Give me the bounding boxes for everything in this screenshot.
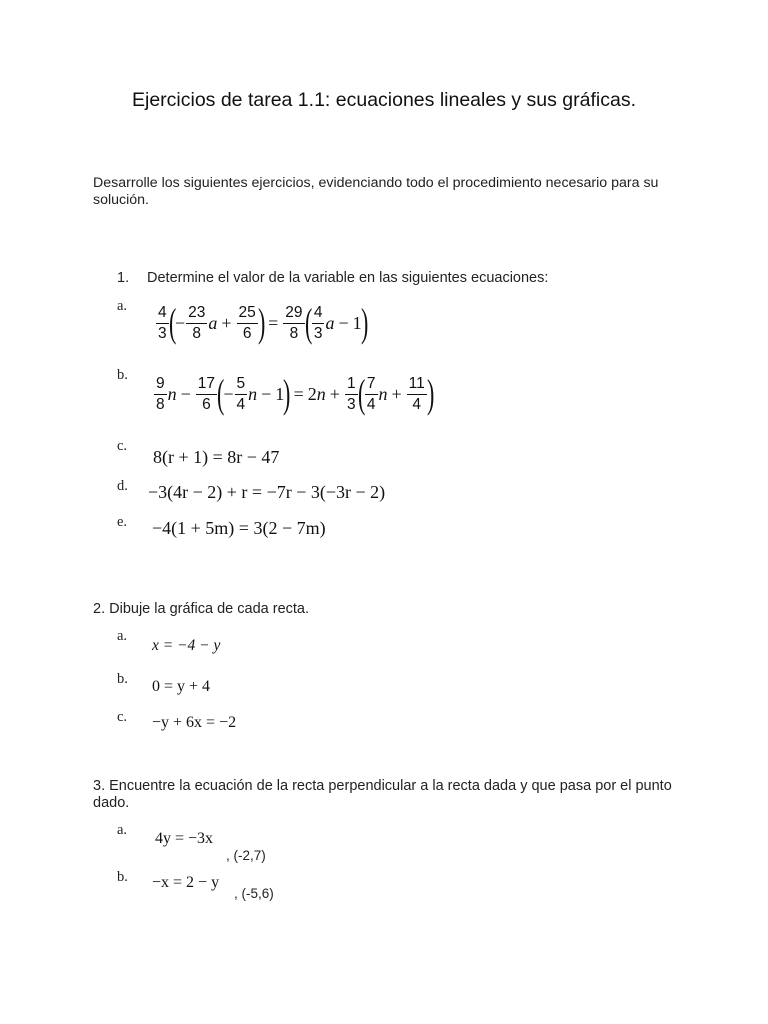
denominator: 8 <box>156 395 165 413</box>
equation-1a: $\frac{4}{3}$ ( − $\frac{23}{8}$ a + $\frac{25}{6}$ ) = $\frac{29}{8}$ ( $\frac{4}{3}$ a − 1 ) <box>158 300 368 345</box>
equation-2b: 0 = y + 4 <box>152 678 211 695</box>
denominator: 6 <box>242 324 252 342</box>
numerator: 9 <box>154 375 167 395</box>
equation-3b: −x = 2 − y <box>152 874 220 891</box>
item-label-2b: b. <box>117 671 128 687</box>
denominator: 4 <box>366 395 376 413</box>
fraction <box>156 304 169 343</box>
fraction <box>312 304 325 343</box>
numerator: 4 <box>312 304 325 324</box>
fraction <box>186 304 207 343</box>
item-label-1c: c. <box>117 438 128 454</box>
fraction <box>407 375 427 414</box>
item-label-1a: a. <box>117 298 128 314</box>
question-1-number: 1. <box>117 270 130 286</box>
question-1-text: Determine el valor de la variable en las siguientes ecuaciones: <box>147 270 549 286</box>
fraction <box>365 375 378 414</box>
fraction <box>196 375 217 414</box>
item-label-1e: e. <box>117 514 128 530</box>
question-3-heading: 3. Encuentre la ecuación de la recta perpendicular a la recta dada y que pasa por el punto dado. <box>93 778 672 811</box>
denominator: 3 <box>346 395 356 413</box>
fraction <box>283 304 304 343</box>
item-label-2a: a. <box>117 628 128 644</box>
numerator: 5 <box>235 375 248 395</box>
fraction <box>154 375 167 414</box>
numerator: 25 <box>237 304 258 324</box>
denominator: 3 <box>158 324 167 342</box>
item-label-1b: b. <box>117 367 128 383</box>
fraction <box>345 375 358 414</box>
equation-1e: −4(1 + 5m) = 3(2 − 7m) <box>152 518 326 538</box>
denominator: 8 <box>289 324 299 342</box>
denominator: 6 <box>202 395 211 413</box>
instructions-text: Desarrolle los siguientes ejercicios, evidenciando todo el procedimiento necesario para su solución. <box>93 175 659 208</box>
numerator: 29 <box>283 304 304 324</box>
equation-3a: 4y = −3x <box>155 830 214 847</box>
item-label-1d: d. <box>117 478 128 494</box>
point-3a: , (-2,7) <box>226 848 266 863</box>
numerator: 1 <box>345 375 358 395</box>
denominator: 3 <box>313 324 323 342</box>
numerator: 17 <box>196 375 217 395</box>
denominator: 4 <box>412 395 422 413</box>
numerator: 23 <box>186 304 207 324</box>
question-1-heading <box>117 270 548 286</box>
item-label-3b: b. <box>117 869 128 885</box>
equation-1c: 8(r + 1) = 8r − 47 <box>153 447 280 467</box>
denominator: 4 <box>236 395 246 413</box>
point-3b: , (-5,6) <box>234 886 274 901</box>
equation-2a: x = −4 − y <box>152 637 221 654</box>
page-title: Ejercicios de tarea 1.1: ecuaciones lineales y sus gráficas. <box>131 89 636 111</box>
equation-1b: $\frac{9}{8}$ n − $\frac{17}{6}$ ( − $\frac{5}{4}$ n − 1 ) = 2n + $\frac{1}{3}$ ( $\frac{7}{4}$ n + $\frac{11}{4}$ ) <box>156 371 435 416</box>
equation-2c: −y + 6x = −2 <box>152 714 237 731</box>
question-2-heading: 2. Dibuje la gráfica de cada recta. <box>93 601 310 617</box>
denominator: 8 <box>192 324 202 342</box>
fraction <box>235 375 248 414</box>
equation-1d: −3(4r − 2) + r = −7r − 3(−3r − 2) <box>148 482 386 502</box>
item-label-2c: c. <box>117 709 128 725</box>
numerator: 11 <box>407 375 427 395</box>
numerator: 7 <box>365 375 378 395</box>
item-label-3a: a. <box>117 822 128 838</box>
numerator: 4 <box>156 304 169 324</box>
fraction <box>237 304 258 343</box>
